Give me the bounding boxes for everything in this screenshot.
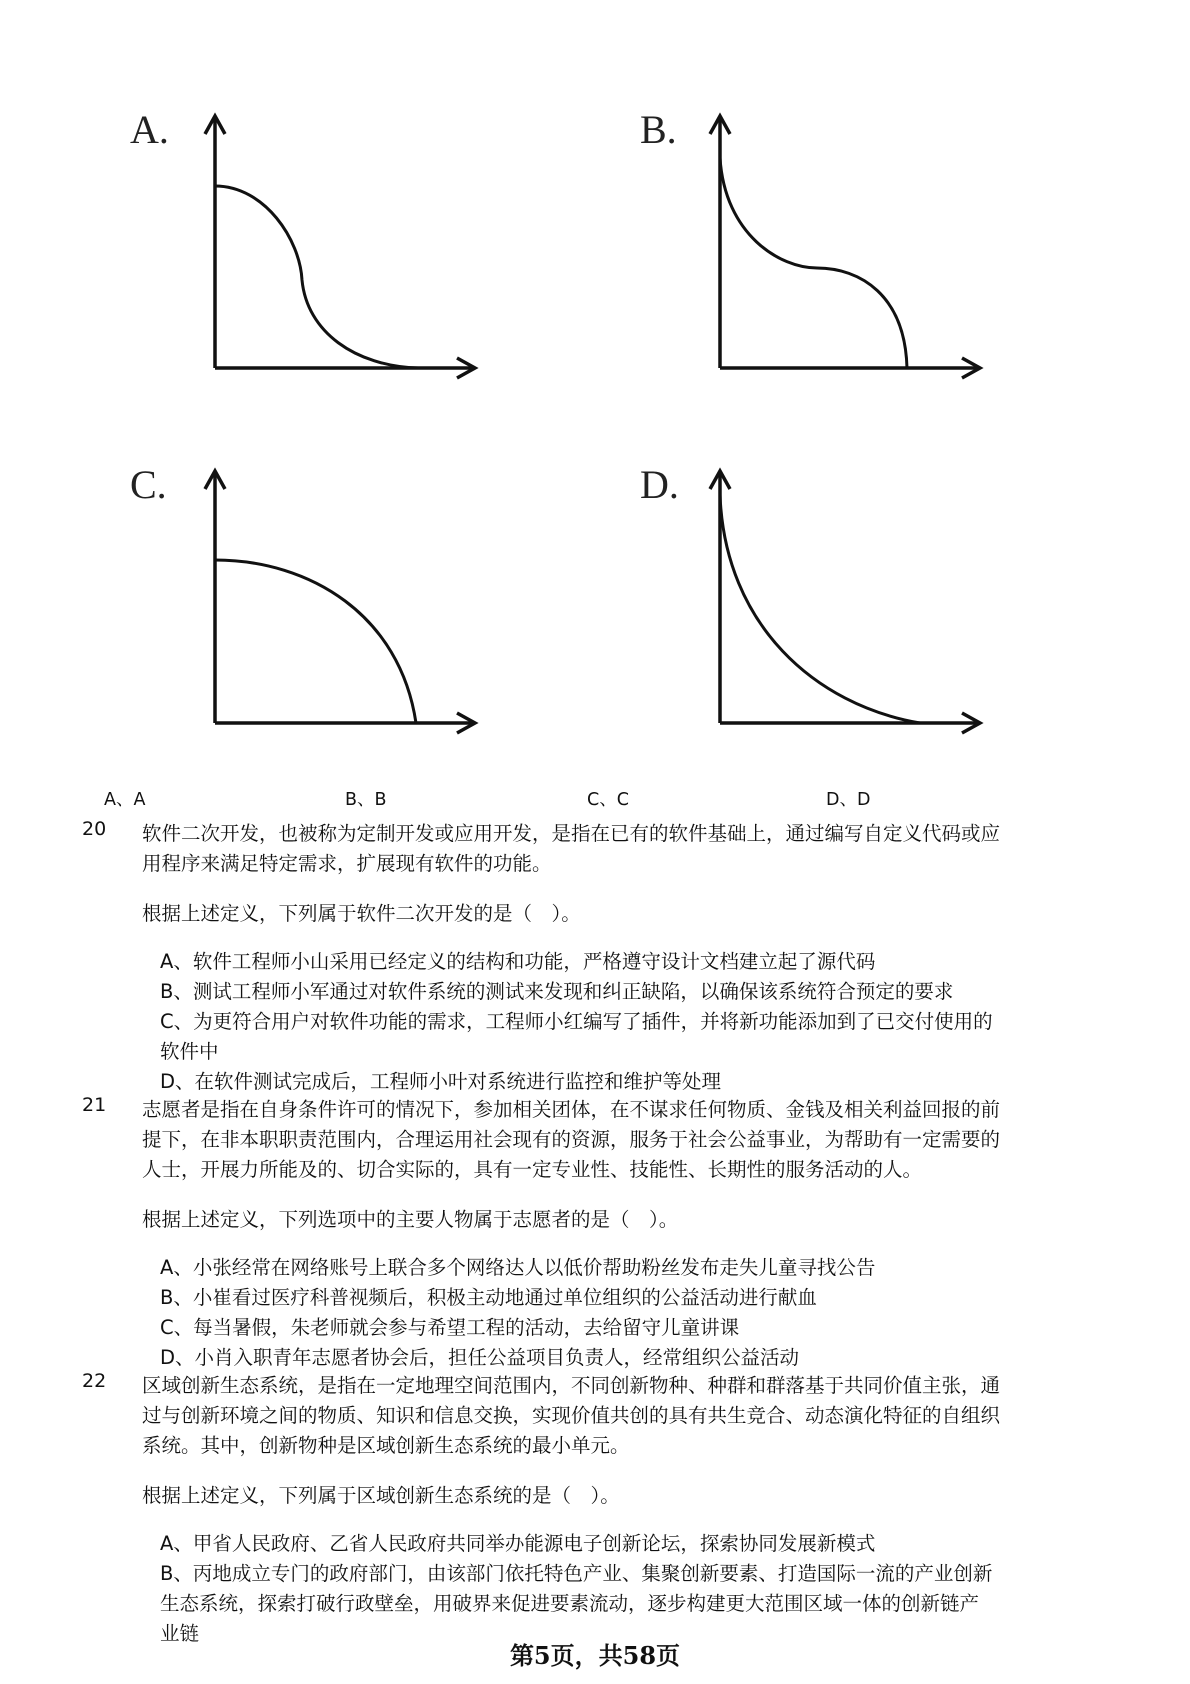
question-stem-line: 提下，在非本职职责范围内，合理运用社会现有的资源，服务于社会公益事业，为帮助有一定需要的 [142, 1128, 1001, 1151]
option-a[interactable]: A、小张经常在网络账号上联合多个网络达人以低价帮助粉丝发布走失儿童寻找公告 [160, 1256, 876, 1279]
option-c[interactable]: C、为更符合用户对软件功能的需求，工程师小红编写了插件，并将新功能添加到了已交付使用的 [160, 1010, 993, 1033]
question-prompt: 根据上述定义，下列属于区域创新生态系统的是（ ）。 [142, 1484, 620, 1507]
question-number: 22 [82, 1370, 107, 1392]
question-stem-line: 人士，开展力所能及的、切合实际的，具有一定专业性、技能性、长期性的服务活动的人。 [142, 1158, 923, 1181]
graph-d-curve [720, 495, 920, 723]
option-b[interactable]: B、测试工程师小军通过对软件系统的测试来发现和纠正缺陷，以确保该系统符合预定的要求 [160, 980, 954, 1003]
graph-d [695, 465, 995, 735]
graph-a-curve [215, 186, 418, 368]
q19-option-b[interactable]: B、B [345, 790, 387, 810]
question-prompt: 根据上述定义，下列属于软件二次开发的是（ ）。 [142, 902, 581, 925]
graph-b-curve [720, 158, 907, 368]
question-number: 21 [82, 1094, 107, 1116]
question-stem-line: 志愿者是指在自身条件许可的情况下，参加相关团体，在不谋求任何物质、金钱及相关利益回报的前 [142, 1098, 1001, 1121]
option-b-continued[interactable]: 生态系统，探索打破行政壁垒，用破界来促进要素流动，逐步构建更大范围区域一体的创新链产 [160, 1592, 980, 1615]
option-d[interactable]: D、在软件测试完成后，工程师小叶对系统进行监控和维护等处理 [160, 1070, 722, 1093]
question-stem-line: 用程序来满足特定需求，扩展现有软件的功能。 [142, 852, 552, 875]
option-b[interactable]: B、丙地成立专门的政府部门，由该部门依托特色产业、集聚创新要素、打造国际一流的产业创新 [160, 1562, 993, 1585]
graph-b-label: B. [640, 107, 677, 152]
graph-a [190, 110, 490, 380]
option-b[interactable]: B、小崔看过医疗科普视频后，积极主动地通过单位组织的公益活动进行献血 [160, 1286, 817, 1309]
graph-b [695, 110, 995, 380]
graph-c-curve [215, 560, 416, 723]
question-stem-line: 软件二次开发，也被称为定制开发或应用开发，是指在已有的软件基础上，通过编写自定义代码或应 [142, 822, 1001, 845]
question-number: 20 [82, 818, 107, 840]
option-d[interactable]: D、小肖入职青年志愿者协会后，担任公益项目负责人，经常组织公益活动 [160, 1346, 800, 1369]
option-a[interactable]: A、甲省人民政府、乙省人民政府共同举办能源电子创新论坛，探索协同发展新模式 [160, 1532, 876, 1555]
q19-option-c[interactable]: C、C [587, 790, 629, 810]
graph-c-label: C. [130, 462, 167, 507]
q19-option-d[interactable]: D、D [826, 790, 871, 810]
option-b-continued[interactable]: 业链 [160, 1622, 200, 1645]
graph-c [190, 465, 490, 735]
option-a[interactable]: A、软件工程师小山采用已经定义的结构和功能，严格遵守设计文档建立起了源代码 [160, 950, 876, 973]
option-c[interactable]: C、每当暑假，朱老师就会参与希望工程的活动，去给留守儿童讲课 [160, 1316, 740, 1339]
question-stem-line: 过与创新环境之间的物质、知识和信息交换，实现价值共创的具有共生竞合、动态演化特征的自组织 [142, 1404, 1001, 1427]
option-c-continued[interactable]: 软件中 [160, 1040, 219, 1063]
question-prompt: 根据上述定义，下列选项中的主要人物属于志愿者的是（ ）。 [142, 1208, 679, 1231]
question-stem-line: 区域创新生态系统，是指在一定地理空间范围内，不同创新物种、种群和群落基于共同价值主张，通 [142, 1374, 1001, 1397]
question-stem-line: 系统。其中，创新物种是区域创新生态系统的最小单元。 [142, 1434, 630, 1457]
q19-option-a[interactable]: A、A [104, 790, 146, 810]
graph-a-label: A. [130, 107, 169, 152]
q19-options [0, 786, 1190, 810]
graph-d-label: D. [640, 462, 679, 507]
page-footer: 第5页，共58页 [509, 1641, 681, 1670]
